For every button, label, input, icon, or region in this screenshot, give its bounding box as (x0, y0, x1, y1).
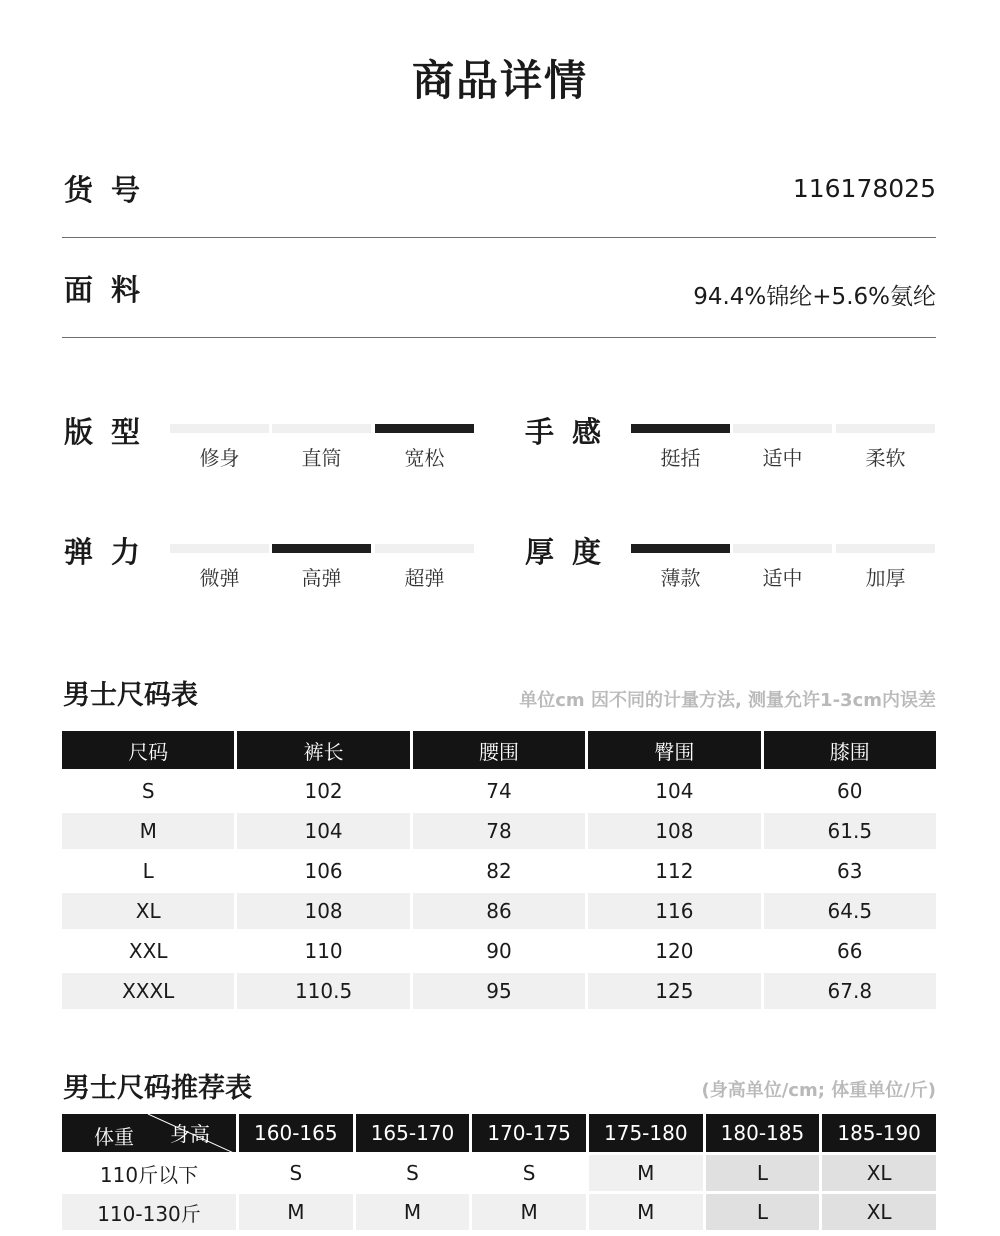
attr-fit (62, 410, 474, 480)
weight-corner-label: 体重 (94, 1125, 134, 1149)
attr-label: 厚度 (525, 535, 620, 569)
table-cell: 104 (655, 779, 694, 803)
table-cell: M (356, 1194, 470, 1230)
attr-thickness (523, 530, 935, 600)
attr-label: 弹力 (64, 535, 159, 569)
size-table-note: 单位cm 因不同的计量方法, 测量允许1-3cm内误差 (519, 690, 936, 711)
table-cell: S (406, 1161, 419, 1185)
column-header: 膝围 (764, 731, 936, 769)
table-cell: XL (822, 1194, 936, 1230)
scale-label: 挺括 (660, 446, 701, 470)
corner-header (62, 1114, 236, 1152)
fabric-row (62, 268, 936, 338)
column-header: 180-185 (706, 1114, 820, 1152)
height-corner-label: 身高 (170, 1122, 210, 1146)
table-cell: M (239, 1194, 353, 1230)
table-cell: 125 (588, 973, 760, 1009)
attr-hand-feel (523, 410, 935, 480)
column-header: 170-175 (472, 1114, 586, 1152)
table-row (62, 1155, 936, 1191)
table-row (62, 1194, 936, 1230)
item-number-label: 货号 (64, 173, 159, 207)
scale-label: 修身 (199, 446, 240, 470)
table-cell: 106 (304, 859, 343, 883)
scale-label: 高弹 (301, 566, 342, 590)
table-cell: 95 (413, 973, 585, 1009)
table-cell: XL (62, 893, 234, 929)
scale-label: 直筒 (301, 446, 342, 470)
table-cell: 110.5 (237, 973, 409, 1009)
table-row (62, 853, 936, 889)
table-cell: XL (822, 1155, 936, 1191)
recommend-table (59, 1111, 939, 1233)
scale-label: 宽松 (404, 446, 445, 470)
table-cell: 112 (655, 859, 694, 883)
table-cell: 66 (837, 939, 863, 963)
scale-segment (836, 424, 935, 433)
scale-segment (272, 424, 371, 433)
item-number-value: 116178025 (792, 174, 936, 203)
column-header: 160-165 (239, 1114, 353, 1152)
table-cell: L (706, 1155, 820, 1191)
table-cell: M (589, 1194, 703, 1230)
scale-segment (631, 544, 730, 553)
item-number-row (62, 168, 936, 238)
table-row (62, 773, 936, 809)
page-title: 商品详情 (411, 56, 588, 105)
fabric-value: 94.4%锦纶+5.6%氨纶 (693, 284, 936, 310)
row-header: 110斤以下 (99, 1162, 199, 1187)
table-cell: S (289, 1161, 303, 1185)
column-header: 腰围 (413, 731, 585, 769)
table-cell: 74 (486, 779, 512, 803)
scale-segment (170, 424, 269, 433)
row-header: 110-130斤 (62, 1194, 236, 1230)
table-cell: S (141, 779, 155, 803)
table-cell: XXL (128, 939, 168, 963)
scale-label: 适中 (762, 566, 803, 590)
column-header: 175-180 (589, 1114, 703, 1152)
scale-label: 超弹 (404, 566, 445, 590)
scale-label: 适中 (762, 446, 803, 470)
scale-segment (733, 424, 832, 433)
scale-segment (375, 424, 474, 433)
table-cell: 104 (237, 813, 409, 849)
table-cell: 86 (413, 893, 585, 929)
table-cell: 82 (486, 859, 512, 883)
table-cell: L (706, 1194, 820, 1230)
recommend-table-title: 男士尺码推荐表 (63, 1073, 252, 1104)
scale-segment (272, 544, 371, 553)
table-cell: XXXL (62, 973, 234, 1009)
table-row (62, 933, 936, 969)
table-cell: 120 (655, 939, 694, 963)
table-cell: 102 (304, 779, 343, 803)
table-cell: 108 (588, 813, 760, 849)
table-cell: 90 (486, 939, 512, 963)
table-cell: 110 (304, 939, 343, 963)
scale-label: 微弹 (199, 566, 240, 590)
table-cell: 64.5 (764, 893, 936, 929)
scale-segment (170, 544, 269, 553)
column-header: 臀围 (588, 731, 760, 769)
table-row (62, 893, 936, 929)
table-cell: 78 (413, 813, 585, 849)
table-cell: M (472, 1194, 586, 1230)
size-table-title: 男士尺码表 (63, 680, 198, 711)
table-cell: M (62, 813, 234, 849)
scale-segment (836, 544, 935, 553)
table-cell: 60 (837, 779, 863, 803)
table-cell: M (589, 1155, 703, 1191)
table-cell: 67.8 (764, 973, 936, 1009)
fabric-label: 面料 (64, 273, 159, 307)
column-header: 165-170 (356, 1114, 470, 1152)
table-cell: 61.5 (764, 813, 936, 849)
scale-label: 柔软 (865, 446, 906, 470)
recommend-table-note: (身高单位/cm; 体重单位/斤) (701, 1080, 936, 1101)
column-header: 尺码 (62, 731, 234, 769)
attr-label: 版型 (64, 415, 159, 449)
column-header: 185-190 (822, 1114, 936, 1152)
table-cell: S (522, 1161, 536, 1185)
column-header: 裤长 (237, 731, 409, 769)
table-cell: 63 (837, 859, 863, 883)
attr-label: 手感 (525, 415, 620, 449)
table-cell: 116 (588, 893, 760, 929)
table-row (62, 813, 936, 849)
scale-segment (375, 544, 474, 553)
scale-segment (733, 544, 832, 553)
scale-segment (631, 424, 730, 433)
scale-label: 薄款 (660, 566, 701, 590)
attr-stretch (62, 530, 474, 600)
table-row (62, 973, 936, 1009)
table-cell: L (142, 859, 154, 883)
scale-label: 加厚 (865, 566, 906, 590)
table-cell: 108 (237, 893, 409, 929)
size-table (59, 727, 939, 1013)
